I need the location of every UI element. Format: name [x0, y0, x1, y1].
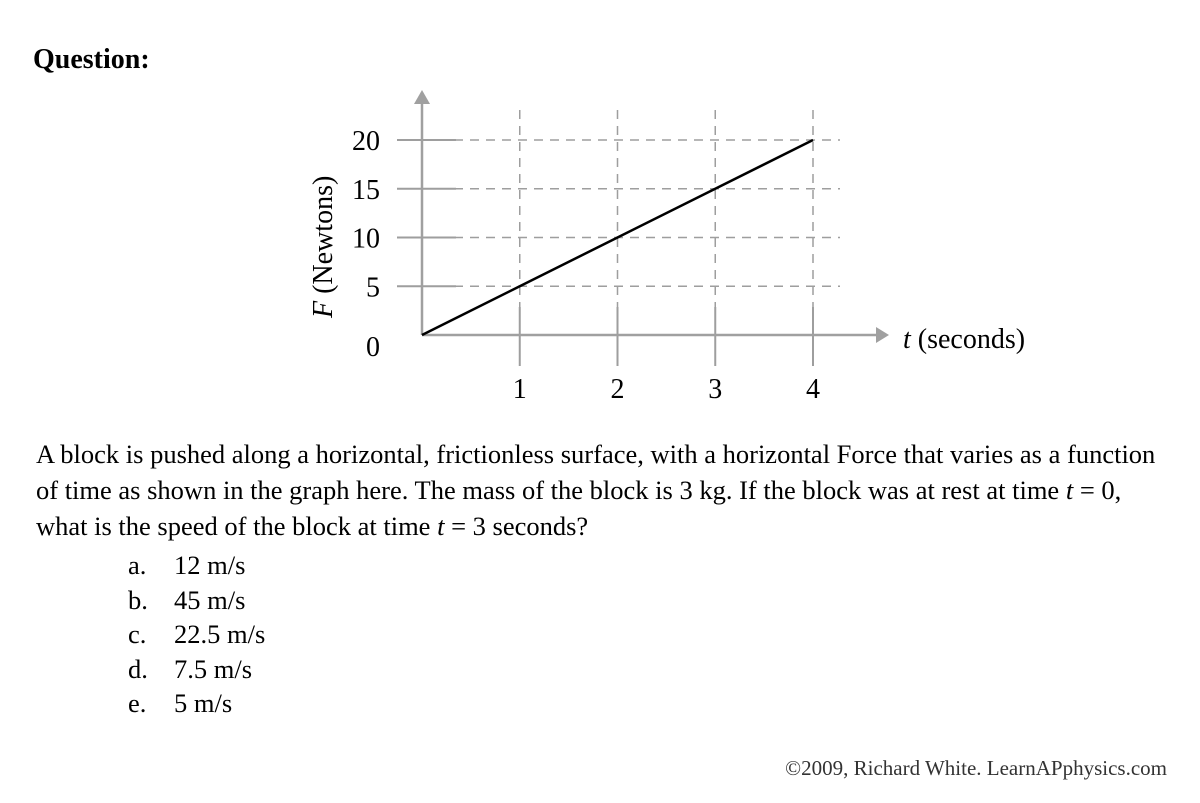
choice-d[interactable]: [128, 652, 265, 687]
time-variable-2: t: [437, 511, 445, 541]
choice-letter: a.: [128, 550, 147, 580]
choice-letter: c.: [128, 619, 147, 649]
choice-text: 22.5 m/s: [174, 619, 266, 649]
y-axis-variable: F: [308, 300, 339, 318]
question-text-part-2: = 0, what is the speed of the block at time: [36, 475, 1122, 541]
choice-text: 45 m/s: [174, 584, 246, 615]
x-tick-label: 2: [610, 374, 625, 405]
question-heading: Question:: [33, 44, 150, 75]
x-tick-label: 4: [806, 374, 820, 405]
choice-c[interactable]: [128, 617, 265, 652]
copyright-notice: ©2009, Richard White. LearnAPphysics.com: [785, 756, 1167, 780]
choice-letter: e.: [128, 688, 147, 718]
question-text: [36, 436, 1166, 544]
x-tick-label: 1: [512, 374, 527, 405]
y-axis-unit: (Newtons): [308, 175, 339, 301]
question-text-part-3: = 3 seconds?: [444, 511, 589, 541]
choice-letter: b.: [128, 584, 148, 615]
x-axis-unit: (seconds): [910, 324, 1026, 355]
x-axis-arrowhead: [876, 327, 889, 343]
choice-text: 5 m/s: [174, 688, 233, 718]
choice-text: 7.5 m/s: [174, 653, 253, 684]
y-axis-label: [308, 176, 339, 319]
choice-e[interactable]: [128, 686, 265, 721]
y-tick-label: 20: [352, 126, 380, 157]
choice-a[interactable]: [128, 548, 265, 583]
y-axis-arrowhead: [414, 90, 430, 104]
answer-choices: [128, 548, 265, 721]
question-text-part-1: A block is pushed along a horizontal, frictionless surface, with a horizontal Force that varies as a function of time as shown in the graph here. The mass of the block is 3 kg. If the block was at rest at time: [36, 439, 1156, 505]
y-tick-label: 0: [366, 332, 380, 363]
choice-text: 12 m/s: [174, 550, 246, 580]
x-tick-label: 3: [708, 374, 723, 405]
time-variable-1: t: [1065, 475, 1074, 505]
x-axis-label: [903, 324, 1025, 355]
y-tick-label: 15: [352, 174, 380, 206]
y-tick-label: 10: [352, 223, 380, 255]
choice-letter: d.: [128, 653, 148, 684]
choice-b[interactable]: [128, 583, 265, 618]
y-tick-label: 5: [366, 272, 380, 304]
x-axis-variable: t: [903, 324, 911, 355]
